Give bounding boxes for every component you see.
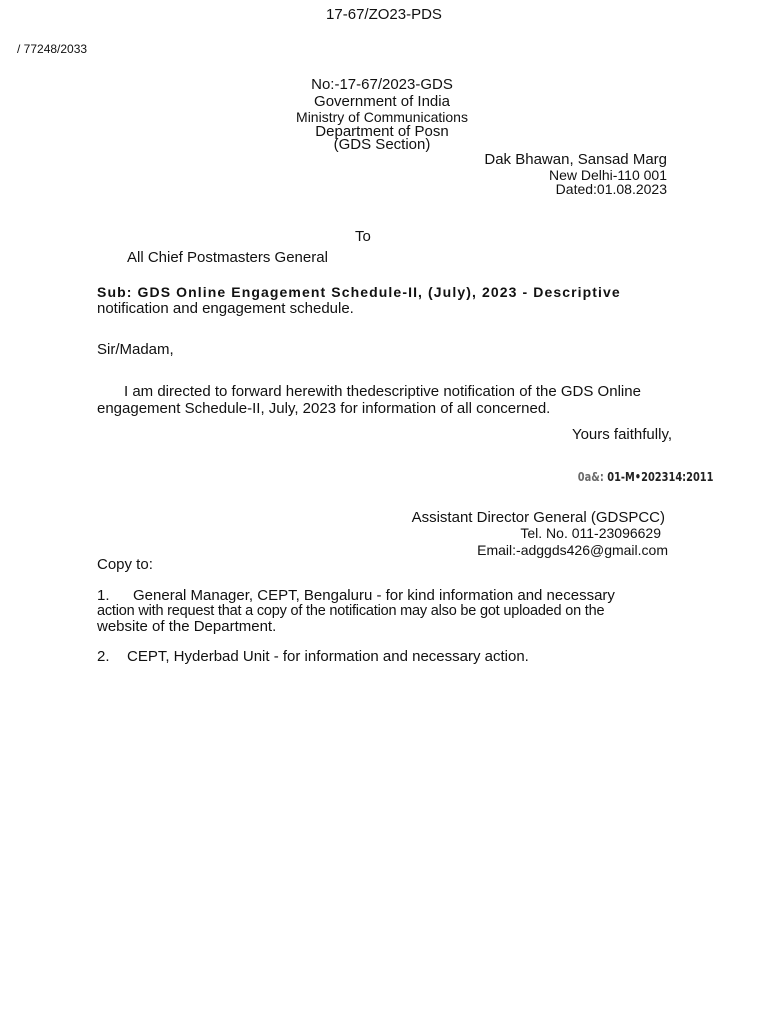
address-line-1 — [484, 152, 667, 167]
closing: Yours faithfully, — [571, 426, 672, 443]
signatory-email: Email:-adggds426@gmail.com — [477, 542, 668, 558]
copy-item-text: CEPT, Hyderbad Unit - for information and necessary action. — [127, 648, 529, 665]
section-name: (GDS Section) — [333, 136, 431, 153]
address-prefix: Dak — [484, 151, 512, 168]
digital-signature — [577, 470, 713, 484]
signatory-phone: Tel. No. 011-23096629 — [520, 525, 661, 541]
to-label: To — [355, 228, 371, 245]
signature-part-1: 0a&: — [577, 470, 604, 484]
file-reference: 17-67/ZO23-PDS — [326, 6, 442, 23]
salutation: Sir/Madam, — [97, 341, 174, 358]
letter-number: No:-17-67/2023-GDS — [311, 76, 453, 93]
body-line-2: engagement Schedule-II, July, 2023 for information of all concerned. — [97, 400, 551, 417]
copy-to-label: Copy to: — [97, 556, 153, 573]
copy-item-line-2: action with request that a copy of the notification may also be got uploaded on the — [97, 603, 605, 619]
government-name: Government of India — [314, 93, 450, 110]
side-reference: / 77248/2033 — [17, 42, 88, 56]
signature-part-2: 01-M•202314:2011 — [606, 470, 713, 484]
copy-item-number: 2. — [97, 648, 110, 665]
body-line-1: I am directed to forward herewith thedescriptive notification of the GDS Online — [124, 383, 641, 400]
copy-item-line-3: website of the Department. — [97, 618, 277, 635]
recipient-name: All Chief Postmasters General — [127, 249, 328, 266]
signatory-designation: Assistant Director General (GDSPCC) — [411, 509, 665, 526]
subject-continuation: notification and engagement schedule. — [97, 300, 354, 317]
address-line-2: New Delhi-110 001 — [548, 167, 667, 183]
letter-date: Dated:01.08.2023 — [555, 181, 667, 197]
department-name: Department of Posn — [315, 123, 449, 140]
address-street: Bhawan, Sansad Marg — [515, 151, 667, 168]
ministry-name: Ministry of Communications — [296, 109, 468, 125]
copy-item-line-1: General Manager, CEPT, Bengaluru - for kind information and necessary — [133, 587, 615, 604]
copy-item-number: 1. — [97, 587, 110, 604]
subject-heading: Sub: GDS Online Engagement Schedule-II, (July), 2023 - Descriptive — [97, 284, 621, 300]
